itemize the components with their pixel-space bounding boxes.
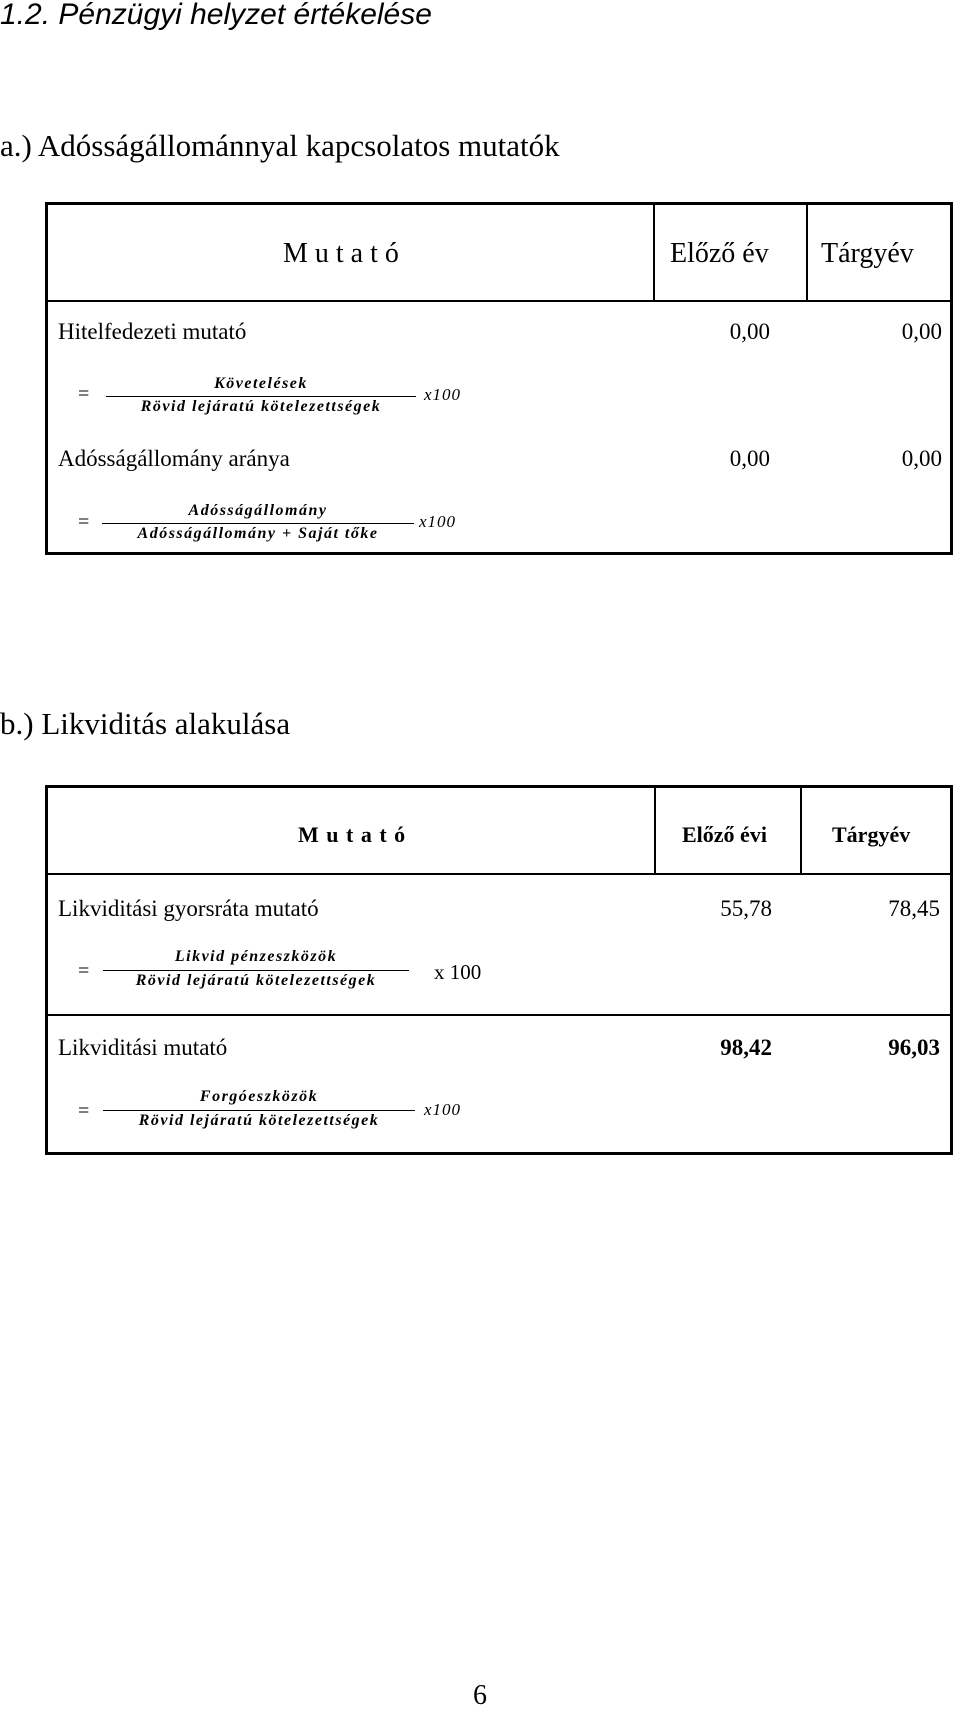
row-label-quick-ratio: Likviditási gyorsráta mutató — [58, 896, 319, 921]
header-divider — [48, 300, 950, 302]
part-b-title: b.) Likviditás alakulása — [0, 706, 291, 741]
formula-equals: = — [78, 960, 90, 982]
fraction-bar — [106, 396, 416, 397]
fraction-bar — [102, 523, 414, 524]
formula-denominator: Rövid lejáratú kötelezettségek — [140, 398, 382, 415]
header-current-year: Tárgyév — [821, 238, 914, 269]
header-divider — [48, 873, 950, 875]
value-prev-debt-ratio: 0,00 — [729, 446, 770, 471]
row-label-debt-ratio: Adósságállomány aránya — [58, 446, 290, 471]
formula-numerator: Likvid pénzeszközök — [174, 948, 338, 965]
row-label-liquidity-ratio: Likviditási mutató — [58, 1035, 228, 1060]
formula-multiplier: x100 — [419, 512, 457, 531]
value-current-quick-ratio: 78,45 — [888, 896, 940, 921]
formula-multiplier: x 100 — [434, 960, 482, 984]
formula-multiplier: x100 — [424, 1100, 462, 1119]
value-prev-liquidity-ratio: 98,42 — [720, 1035, 772, 1060]
formula-credit-coverage — [78, 371, 478, 431]
formula-quick-ratio — [78, 948, 498, 1008]
row-label-credit-coverage: Hitelfedezeti mutató — [58, 319, 247, 344]
column-divider — [653, 205, 655, 300]
value-current-debt-ratio: 0,00 — [901, 446, 942, 471]
header-prev-year: Előző év — [670, 238, 769, 269]
row-divider — [48, 1014, 950, 1016]
formula-numerator: Adósságállomány — [188, 502, 328, 519]
debt-indicators-table — [45, 202, 953, 555]
formula-numerator: Forgóeszközök — [199, 1088, 319, 1105]
part-a-title: a.) Adósságállománnyal kapcsolatos mutatók — [0, 128, 560, 163]
formula-denominator: Rövid lejáratú kötelezettségek — [135, 972, 377, 989]
formula-numerator: Követelések — [214, 375, 308, 392]
column-divider — [800, 788, 802, 873]
header-indicator: M u t a t ó — [298, 822, 407, 847]
formula-equals: = — [78, 1100, 90, 1122]
fraction-bar — [103, 1110, 415, 1111]
formula-denominator: Rövid lejáratú kötelezettségek — [138, 1112, 380, 1129]
section-heading: 1.2. Pénzügyi helyzet értékelése — [0, 0, 432, 31]
formula-debt-ratio — [78, 499, 498, 559]
value-current-credit-coverage: 0,00 — [901, 319, 942, 344]
formula-denominator: Adósságállomány + Saját tőke — [137, 525, 379, 542]
liquidity-table — [45, 785, 953, 1155]
column-divider — [806, 205, 808, 300]
formula-liquidity-ratio — [78, 1088, 498, 1148]
fraction-bar — [103, 970, 409, 971]
page-number: 6 — [473, 1680, 487, 1711]
formula-multiplier: x100 — [424, 385, 462, 404]
formula-equals: = — [78, 383, 90, 405]
header-current-year: Tárgyév — [832, 822, 911, 847]
value-current-liquidity-ratio: 96,03 — [888, 1035, 940, 1060]
value-prev-quick-ratio: 55,78 — [720, 896, 772, 921]
value-prev-credit-coverage: 0,00 — [729, 319, 770, 344]
column-divider — [654, 788, 656, 873]
header-indicator: M u t a t ó — [283, 238, 399, 269]
formula-equals: = — [78, 511, 90, 533]
header-prev-year: Előző évi — [682, 822, 767, 847]
